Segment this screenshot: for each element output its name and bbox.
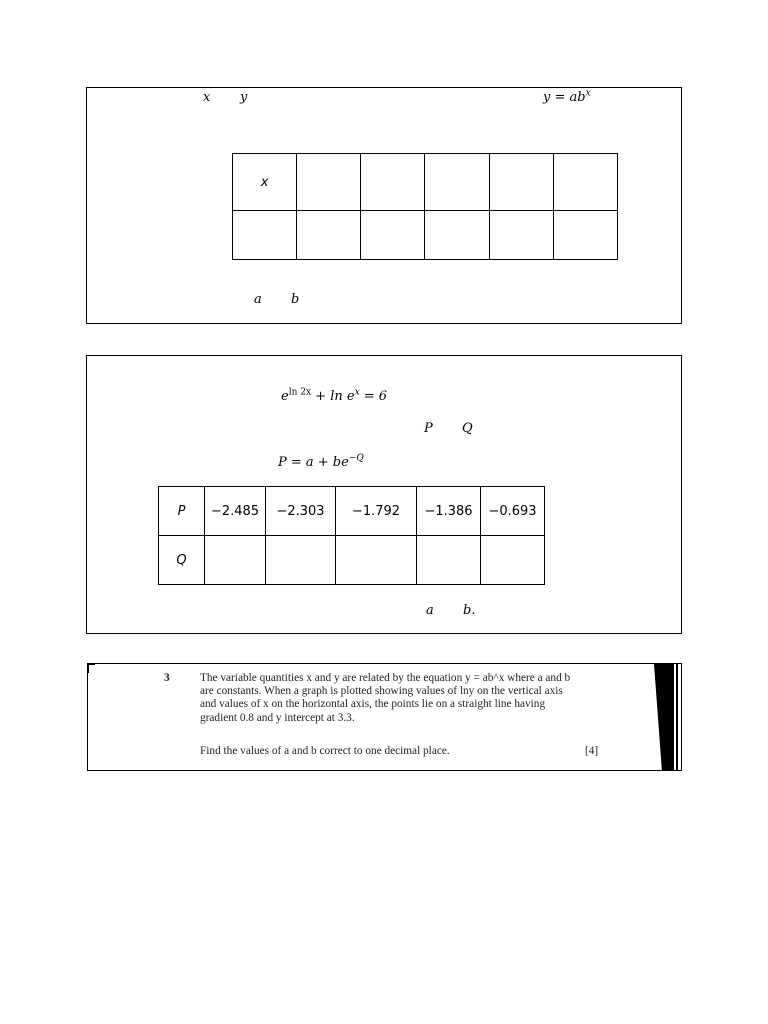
table-row-label-p: P xyxy=(159,487,205,536)
table-cell xyxy=(481,536,545,585)
table-row-label-q: Q xyxy=(159,536,205,585)
equation-p-q: $P = a + be^{-Q}$ xyxy=(278,453,364,470)
table-cell xyxy=(417,536,481,585)
table-cell xyxy=(361,211,425,260)
variable-q: Q xyxy=(462,421,473,436)
table-cell-value: −2.485 xyxy=(205,487,266,536)
xy-table xyxy=(232,153,618,260)
scan-edge-line xyxy=(676,664,678,771)
scan-edge-shadow xyxy=(654,664,674,771)
constant-a: a xyxy=(254,292,262,307)
table-cell-value: −1.386 xyxy=(417,487,481,536)
table-cell xyxy=(425,211,489,260)
table-cell xyxy=(361,154,425,211)
table-row-label-x: x xyxy=(233,154,297,211)
table-cell xyxy=(553,211,617,260)
variable-p: P xyxy=(424,421,433,436)
table-cell xyxy=(266,536,336,585)
table-cell-value: −2.303 xyxy=(266,487,336,536)
table-cell-value: −1.792 xyxy=(336,487,417,536)
question-text: The variable quantities x and y are related by the equation y = ab^x where a and b are constants. When a graph is plotted showing values of lny on the vertical axis and values of x on the horizontal axis, the points lie on a straight line having gradient 0.8 and y intercept at 3.3. xyxy=(200,672,571,724)
table-cell xyxy=(336,536,417,585)
constant-b: b. xyxy=(463,603,476,618)
equation-y-ab-x: $y = ab^x$ xyxy=(543,88,591,105)
question-instruction: Find the values of a and b correct to one decimal place. xyxy=(200,745,450,757)
table-cell xyxy=(489,211,553,260)
variable-y: y xyxy=(240,90,248,105)
equation-ln: $e^{ln 2x} + \ln e^x = 6$ xyxy=(281,387,388,404)
table-cell xyxy=(297,154,361,211)
scanned-question-box xyxy=(87,663,682,771)
question-number: 3 xyxy=(164,672,170,684)
constant-a: a xyxy=(426,603,434,618)
constant-b: b xyxy=(291,292,300,307)
table-cell xyxy=(425,154,489,211)
table-cell xyxy=(205,536,266,585)
table-cell xyxy=(233,211,297,260)
variable-x: x xyxy=(203,90,211,105)
pq-table xyxy=(158,486,545,585)
question-marks: [4] xyxy=(585,745,599,757)
table-cell xyxy=(553,154,617,211)
scan-corner-mark xyxy=(87,663,95,673)
table-cell-value: −0.693 xyxy=(481,487,545,536)
table-cell xyxy=(297,211,361,260)
table-cell xyxy=(489,154,553,211)
